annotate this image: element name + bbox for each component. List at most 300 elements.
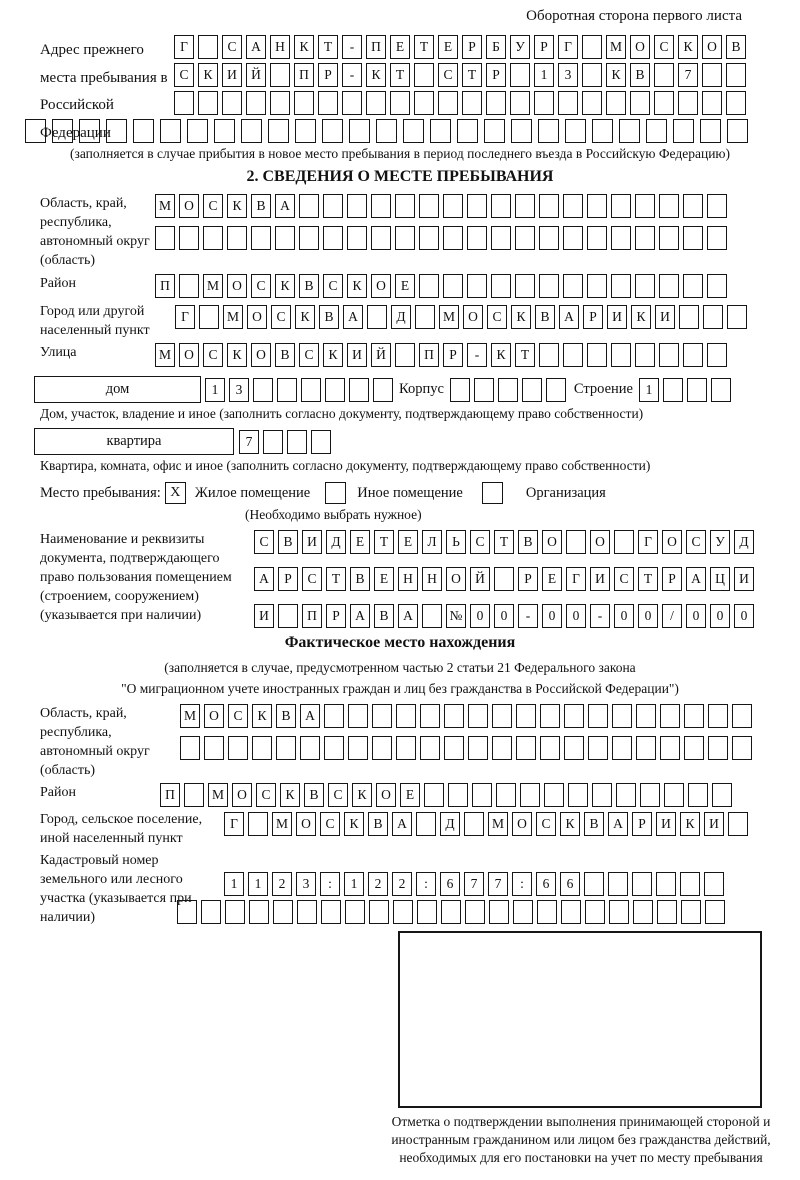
char-cell[interactable]: /: [662, 604, 682, 628]
char-cell[interactable]: И: [704, 812, 724, 836]
char-cell[interactable]: [654, 63, 674, 87]
char-cell[interactable]: О: [376, 783, 396, 807]
char-cell[interactable]: [515, 274, 535, 298]
char-cell[interactable]: П: [419, 343, 439, 367]
char-cell[interactable]: [539, 226, 559, 250]
char-cell[interactable]: [587, 194, 607, 218]
char-cell[interactable]: [299, 226, 319, 250]
char-cell[interactable]: [367, 305, 387, 329]
char-cell[interactable]: [566, 530, 586, 554]
char-cell[interactable]: [275, 226, 295, 250]
char-cell[interactable]: [635, 343, 655, 367]
char-cell[interactable]: О: [463, 305, 483, 329]
char-cell[interactable]: [511, 119, 532, 143]
char-cell[interactable]: [582, 63, 602, 87]
char-cell[interactable]: [707, 226, 727, 250]
char-cell[interactable]: [390, 91, 410, 115]
char-cell[interactable]: [187, 119, 208, 143]
char-cell[interactable]: [241, 119, 262, 143]
char-cell[interactable]: [494, 567, 514, 591]
char-cell[interactable]: Г: [566, 567, 586, 591]
char-cell[interactable]: М: [208, 783, 228, 807]
char-cell[interactable]: Е: [398, 530, 418, 554]
char-cell[interactable]: С: [299, 343, 319, 367]
char-cell[interactable]: [155, 226, 175, 250]
char-cell[interactable]: О: [590, 530, 610, 554]
char-cell[interactable]: [582, 91, 602, 115]
char-cell[interactable]: А: [300, 704, 320, 728]
char-cell[interactable]: [395, 343, 415, 367]
char-cell[interactable]: [179, 274, 199, 298]
char-cell[interactable]: В: [368, 812, 388, 836]
char-cell[interactable]: Р: [318, 63, 338, 87]
char-cell[interactable]: [515, 194, 535, 218]
char-cell[interactable]: [540, 736, 560, 760]
char-cell[interactable]: Д: [391, 305, 411, 329]
char-cell[interactable]: [491, 226, 511, 250]
char-cell[interactable]: [251, 226, 271, 250]
char-cell[interactable]: [393, 900, 413, 924]
char-cell[interactable]: К: [198, 63, 218, 87]
char-cell[interactable]: [732, 704, 752, 728]
char-cell[interactable]: Т: [638, 567, 658, 591]
char-cell[interactable]: И: [607, 305, 627, 329]
char-cell[interactable]: [664, 783, 684, 807]
char-cell[interactable]: [474, 378, 494, 402]
char-cell[interactable]: [633, 900, 653, 924]
char-cell[interactable]: [635, 274, 655, 298]
char-cell[interactable]: Е: [350, 530, 370, 554]
char-cell[interactable]: И: [347, 343, 367, 367]
char-cell[interactable]: Т: [494, 530, 514, 554]
char-cell[interactable]: [373, 378, 393, 402]
char-cell[interactable]: Р: [278, 567, 298, 591]
char-cell[interactable]: [263, 430, 283, 454]
char-cell[interactable]: Р: [443, 343, 463, 367]
char-cell[interactable]: [516, 736, 536, 760]
char-cell[interactable]: [546, 378, 566, 402]
char-cell[interactable]: 0: [638, 604, 658, 628]
char-cell[interactable]: [681, 900, 701, 924]
char-cell[interactable]: [659, 274, 679, 298]
char-cell[interactable]: [683, 194, 703, 218]
char-cell[interactable]: [198, 35, 218, 59]
char-cell[interactable]: О: [371, 274, 391, 298]
char-cell[interactable]: [673, 119, 694, 143]
char-cell[interactable]: [395, 194, 415, 218]
char-cell[interactable]: [592, 119, 613, 143]
char-cell[interactable]: С: [487, 305, 507, 329]
char-cell[interactable]: Р: [632, 812, 652, 836]
char-cell[interactable]: [563, 194, 583, 218]
char-cell[interactable]: -: [342, 35, 362, 59]
char-cell[interactable]: Р: [326, 604, 346, 628]
char-cell[interactable]: 1: [224, 872, 244, 896]
char-cell[interactable]: [419, 194, 439, 218]
char-cell[interactable]: [663, 378, 683, 402]
char-cell[interactable]: [417, 900, 437, 924]
char-cell[interactable]: 2: [392, 872, 412, 896]
char-cell[interactable]: [707, 194, 727, 218]
char-cell[interactable]: А: [254, 567, 274, 591]
char-cell[interactable]: Г: [175, 305, 195, 329]
char-cell[interactable]: [174, 91, 194, 115]
char-cell[interactable]: С: [302, 567, 322, 591]
char-cell[interactable]: Ц: [710, 567, 730, 591]
kvartira-box[interactable]: квартира: [34, 428, 234, 455]
char-cell[interactable]: 0: [614, 604, 634, 628]
char-cell[interactable]: [371, 194, 391, 218]
char-cell[interactable]: [611, 343, 631, 367]
char-cell[interactable]: А: [343, 305, 363, 329]
char-cell[interactable]: [516, 704, 536, 728]
char-cell[interactable]: 2: [368, 872, 388, 896]
char-cell[interactable]: [654, 91, 674, 115]
char-cell[interactable]: С: [536, 812, 556, 836]
char-cell[interactable]: Г: [558, 35, 578, 59]
char-cell[interactable]: [348, 704, 368, 728]
char-cell[interactable]: [347, 194, 367, 218]
char-cell[interactable]: О: [179, 343, 199, 367]
char-cell[interactable]: [443, 226, 463, 250]
char-cell[interactable]: [687, 378, 707, 402]
char-cell[interactable]: [564, 704, 584, 728]
char-cell[interactable]: [422, 604, 442, 628]
char-cell[interactable]: [419, 226, 439, 250]
char-cell[interactable]: М: [488, 812, 508, 836]
char-cell[interactable]: К: [366, 63, 386, 87]
char-cell[interactable]: В: [278, 530, 298, 554]
char-cell[interactable]: [273, 900, 293, 924]
char-cell[interactable]: Р: [583, 305, 603, 329]
char-cell[interactable]: [703, 305, 723, 329]
char-cell[interactable]: [711, 378, 731, 402]
char-cell[interactable]: Р: [662, 567, 682, 591]
char-cell[interactable]: [424, 783, 444, 807]
char-cell[interactable]: [609, 900, 629, 924]
char-cell[interactable]: [636, 736, 656, 760]
char-cell[interactable]: М: [203, 274, 223, 298]
char-cell[interactable]: 1: [639, 378, 659, 402]
char-cell[interactable]: [324, 736, 344, 760]
char-cell[interactable]: [420, 736, 440, 760]
char-cell[interactable]: П: [160, 783, 180, 807]
char-cell[interactable]: [582, 35, 602, 59]
char-cell[interactable]: Т: [390, 63, 410, 87]
char-cell[interactable]: Р: [534, 35, 554, 59]
char-cell[interactable]: И: [590, 567, 610, 591]
char-cell[interactable]: О: [251, 343, 271, 367]
char-cell[interactable]: [278, 604, 298, 628]
char-cell[interactable]: С: [203, 343, 223, 367]
checkbox-zhiloe[interactable]: X: [165, 482, 186, 504]
char-cell[interactable]: [491, 274, 511, 298]
char-cell[interactable]: [322, 119, 343, 143]
char-cell[interactable]: С: [470, 530, 490, 554]
char-cell[interactable]: 3: [558, 63, 578, 87]
char-cell[interactable]: И: [656, 812, 676, 836]
char-cell[interactable]: [588, 704, 608, 728]
char-cell[interactable]: П: [155, 274, 175, 298]
char-cell[interactable]: [448, 783, 468, 807]
char-cell[interactable]: Р: [462, 35, 482, 59]
char-cell[interactable]: Н: [270, 35, 290, 59]
char-cell[interactable]: [702, 63, 722, 87]
char-cell[interactable]: С: [271, 305, 291, 329]
char-cell[interactable]: -: [590, 604, 610, 628]
char-cell[interactable]: И: [222, 63, 242, 87]
char-cell[interactable]: Р: [486, 63, 506, 87]
char-cell[interactable]: [420, 704, 440, 728]
char-cell[interactable]: [612, 704, 632, 728]
char-cell[interactable]: [177, 900, 197, 924]
char-cell[interactable]: [371, 226, 391, 250]
char-cell[interactable]: К: [678, 35, 698, 59]
char-cell[interactable]: [636, 704, 656, 728]
char-cell[interactable]: К: [294, 35, 314, 59]
char-cell[interactable]: [544, 783, 564, 807]
char-cell[interactable]: [688, 783, 708, 807]
char-cell[interactable]: Т: [414, 35, 434, 59]
char-cell[interactable]: :: [512, 872, 532, 896]
char-cell[interactable]: [538, 119, 559, 143]
char-cell[interactable]: [659, 194, 679, 218]
char-cell[interactable]: П: [294, 63, 314, 87]
char-cell[interactable]: Т: [374, 530, 394, 554]
char-cell[interactable]: [323, 226, 343, 250]
char-cell[interactable]: [270, 91, 290, 115]
char-cell[interactable]: М: [180, 704, 200, 728]
char-cell[interactable]: [611, 274, 631, 298]
char-cell[interactable]: С: [256, 783, 276, 807]
char-cell[interactable]: [704, 872, 724, 896]
char-cell[interactable]: П: [302, 604, 322, 628]
char-cell[interactable]: [468, 736, 488, 760]
char-cell[interactable]: [486, 91, 506, 115]
char-cell[interactable]: [683, 226, 703, 250]
char-cell[interactable]: [707, 343, 727, 367]
char-cell[interactable]: [277, 378, 297, 402]
char-cell[interactable]: [441, 900, 461, 924]
char-cell[interactable]: [540, 704, 560, 728]
char-cell[interactable]: [376, 119, 397, 143]
char-cell[interactable]: [369, 900, 389, 924]
char-cell[interactable]: [705, 900, 725, 924]
char-cell[interactable]: [537, 900, 557, 924]
char-cell[interactable]: [299, 194, 319, 218]
char-cell[interactable]: [204, 736, 224, 760]
char-cell[interactable]: В: [535, 305, 555, 329]
char-cell[interactable]: О: [702, 35, 722, 59]
char-cell[interactable]: Е: [438, 35, 458, 59]
char-cell[interactable]: В: [726, 35, 746, 59]
char-cell[interactable]: [395, 226, 415, 250]
char-cell[interactable]: К: [227, 194, 247, 218]
char-cell[interactable]: [539, 274, 559, 298]
char-cell[interactable]: [325, 378, 345, 402]
char-cell[interactable]: Е: [374, 567, 394, 591]
char-cell[interactable]: [468, 704, 488, 728]
char-cell[interactable]: [513, 900, 533, 924]
char-cell[interactable]: [301, 378, 321, 402]
char-cell[interactable]: [403, 119, 424, 143]
char-cell[interactable]: [632, 872, 652, 896]
char-cell[interactable]: Д: [326, 530, 346, 554]
char-cell[interactable]: В: [276, 704, 296, 728]
char-cell[interactable]: [443, 194, 463, 218]
char-cell[interactable]: К: [344, 812, 364, 836]
char-cell[interactable]: [585, 900, 605, 924]
char-cell[interactable]: М: [223, 305, 243, 329]
char-cell[interactable]: В: [518, 530, 538, 554]
char-cell[interactable]: [246, 91, 266, 115]
char-cell[interactable]: 0: [566, 604, 586, 628]
char-cell[interactable]: [614, 530, 634, 554]
char-cell[interactable]: [349, 119, 370, 143]
char-cell[interactable]: [227, 226, 247, 250]
char-cell[interactable]: [510, 91, 530, 115]
char-cell[interactable]: [444, 704, 464, 728]
char-cell[interactable]: [294, 91, 314, 115]
char-cell[interactable]: В: [299, 274, 319, 298]
char-cell[interactable]: -: [518, 604, 538, 628]
char-cell[interactable]: Д: [440, 812, 460, 836]
char-cell[interactable]: С: [614, 567, 634, 591]
char-cell[interactable]: [534, 91, 554, 115]
char-cell[interactable]: В: [350, 567, 370, 591]
char-cell[interactable]: И: [655, 305, 675, 329]
char-cell[interactable]: Е: [542, 567, 562, 591]
char-cell[interactable]: 1: [248, 872, 268, 896]
char-cell[interactable]: К: [511, 305, 531, 329]
char-cell[interactable]: [558, 91, 578, 115]
char-cell[interactable]: О: [204, 704, 224, 728]
char-cell[interactable]: [565, 119, 586, 143]
char-cell[interactable]: [484, 119, 505, 143]
char-cell[interactable]: А: [392, 812, 412, 836]
char-cell[interactable]: [684, 736, 704, 760]
char-cell[interactable]: [635, 226, 655, 250]
char-cell[interactable]: [180, 736, 200, 760]
char-cell[interactable]: [179, 226, 199, 250]
char-cell[interactable]: 1: [344, 872, 364, 896]
char-cell[interactable]: [584, 872, 604, 896]
char-cell[interactable]: Н: [398, 567, 418, 591]
char-cell[interactable]: Т: [515, 343, 535, 367]
char-cell[interactable]: [646, 119, 667, 143]
char-cell[interactable]: К: [347, 274, 367, 298]
char-cell[interactable]: [640, 783, 660, 807]
char-cell[interactable]: [198, 91, 218, 115]
char-cell[interactable]: В: [319, 305, 339, 329]
char-cell[interactable]: 3: [296, 872, 316, 896]
char-cell[interactable]: [611, 226, 631, 250]
char-cell[interactable]: [248, 812, 268, 836]
char-cell[interactable]: [684, 704, 704, 728]
char-cell[interactable]: К: [275, 274, 295, 298]
char-cell[interactable]: Г: [638, 530, 658, 554]
char-cell[interactable]: Е: [395, 274, 415, 298]
char-cell[interactable]: [608, 872, 628, 896]
char-cell[interactable]: С: [320, 812, 340, 836]
char-cell[interactable]: -: [342, 63, 362, 87]
char-cell[interactable]: [372, 704, 392, 728]
char-cell[interactable]: А: [275, 194, 295, 218]
dom-box[interactable]: дом: [34, 376, 201, 403]
char-cell[interactable]: Ь: [446, 530, 466, 554]
char-cell[interactable]: [464, 812, 484, 836]
char-cell[interactable]: [726, 91, 746, 115]
char-cell[interactable]: 6: [536, 872, 556, 896]
char-cell[interactable]: [660, 736, 680, 760]
char-cell[interactable]: А: [559, 305, 579, 329]
char-cell[interactable]: [659, 343, 679, 367]
char-cell[interactable]: [700, 119, 721, 143]
char-cell[interactable]: [708, 736, 728, 760]
char-cell[interactable]: У: [510, 35, 530, 59]
char-cell[interactable]: [450, 378, 470, 402]
char-cell[interactable]: К: [227, 343, 247, 367]
char-cell[interactable]: 1: [205, 378, 225, 402]
char-cell[interactable]: [656, 872, 676, 896]
char-cell[interactable]: [324, 704, 344, 728]
char-cell[interactable]: [611, 194, 631, 218]
char-cell[interactable]: [515, 226, 535, 250]
char-cell[interactable]: О: [542, 530, 562, 554]
char-cell[interactable]: 1: [534, 63, 554, 87]
char-cell[interactable]: [588, 736, 608, 760]
char-cell[interactable]: И: [254, 604, 274, 628]
char-cell[interactable]: [323, 194, 343, 218]
char-cell[interactable]: Г: [174, 35, 194, 59]
char-cell[interactable]: [349, 378, 369, 402]
char-cell[interactable]: [249, 900, 269, 924]
char-cell[interactable]: [467, 226, 487, 250]
char-cell[interactable]: [467, 194, 487, 218]
char-cell[interactable]: [462, 91, 482, 115]
char-cell[interactable]: [492, 704, 512, 728]
char-cell[interactable]: [635, 194, 655, 218]
char-cell[interactable]: [268, 119, 289, 143]
char-cell[interactable]: [297, 900, 317, 924]
char-cell[interactable]: Е: [400, 783, 420, 807]
char-cell[interactable]: [707, 274, 727, 298]
char-cell[interactable]: [563, 343, 583, 367]
char-cell[interactable]: -: [467, 343, 487, 367]
char-cell[interactable]: Й: [246, 63, 266, 87]
char-cell[interactable]: К: [280, 783, 300, 807]
char-cell[interactable]: 0: [686, 604, 706, 628]
char-cell[interactable]: [414, 63, 434, 87]
char-cell[interactable]: [726, 63, 746, 87]
char-cell[interactable]: :: [416, 872, 436, 896]
char-cell[interactable]: [539, 194, 559, 218]
char-cell[interactable]: Г: [224, 812, 244, 836]
char-cell[interactable]: М: [155, 343, 175, 367]
char-cell[interactable]: В: [584, 812, 604, 836]
char-cell[interactable]: [680, 872, 700, 896]
char-cell[interactable]: О: [227, 274, 247, 298]
char-cell[interactable]: [372, 736, 392, 760]
char-cell[interactable]: К: [606, 63, 626, 87]
char-cell[interactable]: К: [352, 783, 372, 807]
char-cell[interactable]: С: [228, 704, 248, 728]
char-cell[interactable]: 6: [440, 872, 460, 896]
char-cell[interactable]: [457, 119, 478, 143]
char-cell[interactable]: А: [686, 567, 706, 591]
checkbox-org[interactable]: [482, 482, 503, 504]
char-cell[interactable]: Т: [318, 35, 338, 59]
